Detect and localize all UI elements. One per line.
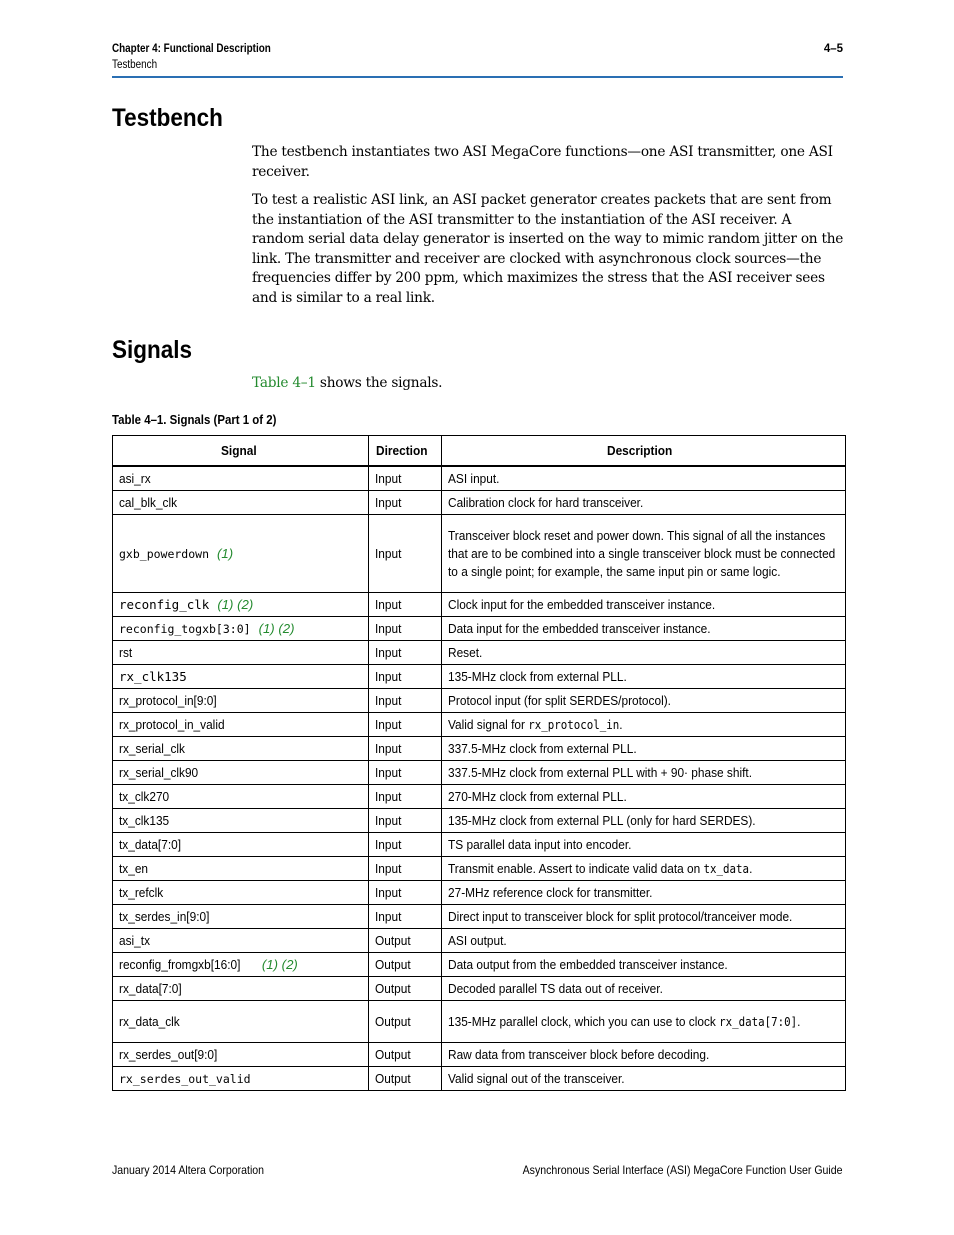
signal-cell <box>113 809 369 833</box>
heading-signals: Signals <box>112 336 193 364</box>
description-cell <box>442 665 846 689</box>
signal-name: tx_clk135 <box>119 812 170 828</box>
direction-value: Input <box>375 788 402 804</box>
table-row <box>113 809 846 833</box>
direction-value: Input <box>375 860 402 876</box>
direction-value: Output <box>375 1046 411 1062</box>
description-cell <box>442 953 846 977</box>
direction-cell <box>369 881 442 905</box>
signals-table-body <box>113 466 846 1091</box>
direction-value: Output <box>375 932 411 948</box>
description-text: Valid signal out of the transceiver. <box>448 1070 625 1086</box>
description-cell <box>442 689 846 713</box>
description-text: Valid signal for <box>448 716 529 732</box>
description-cell <box>442 881 846 905</box>
signal-name: reconfig_fromgxb[16:0] <box>119 956 241 972</box>
table-row <box>113 466 846 491</box>
direction-value: Input <box>375 644 402 660</box>
description-cell <box>442 491 846 515</box>
description-text: Protocol input (for split SERDES/protocol). <box>448 692 671 708</box>
testbench-paragraph-2: To test a realistic ASI link, an ASI packet generator creates packets that are sent from the instantiation of the ASI transmitter to the instantiation of the ASI receiver. A random serial data delay generator is inserted on the way to mimic random jitter on the link. The transmitter and receiver are clocked with asynchronous clock sources—the frequencies differ by 200 ppm, which maximizes the stress that the ASI receiver sees and is similar to a real link. <box>252 192 844 306</box>
direction-value: Input <box>375 884 402 900</box>
signal-name: tx_refclk <box>119 884 164 900</box>
direction-value: Input <box>375 545 402 561</box>
description-cell <box>442 1067 846 1091</box>
direction-value: Input <box>375 692 402 708</box>
description-text: Transmit enable. Assert to indicate valid data on <box>448 860 704 876</box>
table-row <box>113 665 846 689</box>
direction-cell <box>369 617 442 641</box>
description-cell <box>442 466 846 491</box>
table-row <box>113 1067 846 1091</box>
direction-value: Output <box>375 980 411 996</box>
description-text: 337.5-MHz clock from external PLL with + 90· phase shift. <box>448 764 753 780</box>
direction-cell <box>369 1067 442 1091</box>
signal-cell <box>113 857 369 881</box>
description-text: 135-MHz clock from external PLL (only for hard SERDES). <box>448 812 756 828</box>
table-row <box>113 1043 846 1067</box>
signal-cell <box>113 833 369 857</box>
direction-value: Input <box>375 470 402 486</box>
direction-value: Input <box>375 620 402 636</box>
table-row <box>113 689 846 713</box>
signal-cell <box>113 929 369 953</box>
description-text: TS parallel data input into encoder. <box>448 836 632 852</box>
running-header-chapter: Chapter 4: Functional Description <box>112 43 271 55</box>
direction-cell <box>369 689 442 713</box>
direction-value: Input <box>375 596 402 612</box>
signal-cell <box>113 905 369 929</box>
description-text: Raw data from transceiver block before decoding. <box>448 1046 710 1062</box>
direction-value: Output <box>375 956 411 972</box>
direction-value: Input <box>375 836 402 852</box>
column-header-signal: Signal <box>113 436 369 467</box>
heading-testbench: Testbench <box>112 104 223 132</box>
signal-cell <box>113 713 369 737</box>
direction-cell <box>369 593 442 617</box>
direction-cell <box>369 737 442 761</box>
signal-cell <box>113 737 369 761</box>
direction-cell <box>369 665 442 689</box>
testbench-paragraph-1: The testbench instantiates two ASI MegaCore functions—one ASI transmitter, one ASI receiver. <box>252 144 833 180</box>
description-cell <box>442 593 846 617</box>
table-row <box>113 905 846 929</box>
direction-value: Input <box>375 740 402 756</box>
description-text: Decoded parallel TS data out of receiver. <box>448 980 663 996</box>
running-header-section: Testbench <box>112 59 158 71</box>
direction-value: Input <box>375 668 402 684</box>
signal-name: rx_clk135 <box>119 668 187 684</box>
direction-cell <box>369 953 442 977</box>
description-text: Data output from the embedded transceiver instance. <box>448 956 728 972</box>
signal-name: rx_serial_clk <box>119 740 185 756</box>
direction-cell <box>369 1043 442 1067</box>
signal-name: tx_clk270 <box>119 788 170 804</box>
description-text: ASI input. <box>448 470 500 486</box>
description-cell <box>442 617 846 641</box>
table-row <box>113 491 846 515</box>
signal-name: tx_serdes_in[9:0] <box>119 908 210 924</box>
signal-cell <box>113 593 369 617</box>
signal-cell <box>113 881 369 905</box>
description-cell <box>442 737 846 761</box>
signal-name: rx_serial_clk90 <box>119 764 199 780</box>
direction-cell <box>369 905 442 929</box>
footnote-reference[interactable]: (1) (2) <box>258 620 295 636</box>
direction-value: Input <box>375 812 402 828</box>
direction-cell <box>369 466 442 491</box>
signal-cell <box>113 1067 369 1091</box>
signal-name: tx_data[7:0] <box>119 836 182 852</box>
description-cell <box>442 1043 846 1067</box>
footer-document-title: Asynchronous Serial Interface (ASI) MegaCore Function User Guide <box>522 1163 842 1177</box>
signal-name: gxb_powerdown <box>119 546 210 561</box>
description-text: 27-MHz reference clock for transmitter. <box>448 884 653 900</box>
signals-table <box>112 435 846 1091</box>
table-row <box>113 617 846 641</box>
signal-cell <box>113 491 369 515</box>
footnote-reference[interactable]: (1) <box>217 545 234 561</box>
signal-cell <box>113 1043 369 1067</box>
signal-name: rx_protocol_in[9:0] <box>119 692 217 708</box>
description-text: ASI output. <box>448 932 507 948</box>
description-suffix: . <box>749 860 753 876</box>
signals-intro <box>252 374 844 394</box>
signal-cell <box>113 641 369 665</box>
table-caption: Table 4–1. Signals (Part 1 of 2) <box>112 412 277 427</box>
signal-name: rst <box>119 644 133 660</box>
signal-name: reconfig_clk <box>119 596 210 612</box>
direction-cell <box>369 977 442 1001</box>
description-cell <box>442 1001 846 1043</box>
direction-cell <box>369 761 442 785</box>
direction-value: Output <box>375 1070 411 1086</box>
signal-name: cal_blk_clk <box>119 494 178 510</box>
signal-cell <box>113 515 369 593</box>
direction-value: Input <box>375 908 402 924</box>
table-row <box>113 593 846 617</box>
column-header-direction: Direction <box>369 436 442 467</box>
signal-name: rx_data_clk <box>119 1013 180 1029</box>
description-suffix: . <box>797 1013 801 1029</box>
table-row <box>113 881 846 905</box>
signal-cell <box>113 785 369 809</box>
table-header-row <box>113 436 846 467</box>
signal-name: rx_data[7:0] <box>119 980 182 996</box>
description-text: Transceiver block reset and power down. This signal of all the instances that are to be combined into a single transceiver block must be connected to a single point; for example, the same input pin or same logic. <box>448 527 836 579</box>
description-cell <box>442 713 846 737</box>
description-code: rx_data[7:0] <box>719 1014 798 1029</box>
signal-name: tx_en <box>119 860 149 876</box>
description-cell <box>442 809 846 833</box>
description-cell <box>442 905 846 929</box>
signal-name: rx_serdes_out_valid <box>119 1071 251 1086</box>
direction-cell <box>369 785 442 809</box>
description-cell <box>442 857 846 881</box>
header-rule <box>112 76 843 78</box>
table-row <box>113 1001 846 1043</box>
table-row <box>113 953 846 977</box>
description-code: tx_data <box>703 861 750 876</box>
description-cell <box>442 515 846 593</box>
direction-cell <box>369 1001 442 1043</box>
description-text: 270-MHz clock from external PLL. <box>448 788 627 804</box>
page-number: 4–5 <box>823 43 843 55</box>
table-row <box>113 929 846 953</box>
footer-date-publisher: January 2014 Altera Corporation <box>112 1163 265 1177</box>
direction-cell <box>369 641 442 665</box>
table-row <box>113 641 846 665</box>
direction-cell <box>369 833 442 857</box>
direction-cell <box>369 713 442 737</box>
direction-cell <box>369 809 442 833</box>
description-suffix: . <box>619 716 623 732</box>
direction-cell <box>369 515 442 593</box>
table-row <box>113 785 846 809</box>
signal-cell <box>113 665 369 689</box>
table-cross-reference-link[interactable]: Table 4–1 <box>252 375 316 391</box>
signal-name: rx_serdes_out[9:0] <box>119 1046 218 1062</box>
table-row <box>113 833 846 857</box>
direction-value: Output <box>375 1013 411 1029</box>
footnote-reference[interactable]: (1) (2) <box>217 596 254 612</box>
description-cell <box>442 785 846 809</box>
description-cell <box>442 833 846 857</box>
direction-value: Input <box>375 764 402 780</box>
table-row <box>113 737 846 761</box>
description-code: rx_protocol_in <box>528 717 620 732</box>
description-cell <box>442 929 846 953</box>
column-header-description: Description <box>442 436 846 467</box>
description-text: Clock input for the embedded transceiver instance. <box>448 596 716 612</box>
footnote-reference[interactable]: (1) (2) <box>261 956 298 972</box>
description-text: Reset. <box>448 644 483 660</box>
description-text: 135-MHz clock from external PLL. <box>448 668 627 684</box>
direction-cell <box>369 929 442 953</box>
description-cell <box>442 641 846 665</box>
description-text: Data input for the embedded transceiver instance. <box>448 620 711 636</box>
table-row <box>113 515 846 593</box>
description-text: 135-MHz parallel clock, which you can use to clock <box>448 1013 720 1029</box>
signal-name: reconfig_togxb[3:0] <box>119 621 251 636</box>
signal-name: asi_rx <box>119 470 151 486</box>
direction-value: Input <box>375 494 402 510</box>
description-text: Direct input to transceiver block for split protocol/tranceiver mode. <box>448 908 793 924</box>
signal-cell <box>113 761 369 785</box>
signal-cell <box>113 953 369 977</box>
table-row <box>113 857 846 881</box>
signal-cell <box>113 977 369 1001</box>
direction-cell <box>369 491 442 515</box>
direction-value: Input <box>375 716 402 732</box>
signal-name: rx_protocol_in_valid <box>119 716 225 732</box>
description-text: 337.5-MHz clock from external PLL. <box>448 740 637 756</box>
signal-cell <box>113 466 369 491</box>
table-row <box>113 761 846 785</box>
table-row <box>113 977 846 1001</box>
signals-intro-text: shows the signals. <box>315 375 443 391</box>
description-cell <box>442 761 846 785</box>
signal-cell <box>113 689 369 713</box>
signal-name: asi_tx <box>119 932 151 948</box>
description-cell <box>442 977 846 1001</box>
signal-cell <box>113 1001 369 1043</box>
direction-cell <box>369 857 442 881</box>
description-text: Calibration clock for hard transceiver. <box>448 494 644 510</box>
signal-cell <box>113 617 369 641</box>
table-row <box>113 713 846 737</box>
